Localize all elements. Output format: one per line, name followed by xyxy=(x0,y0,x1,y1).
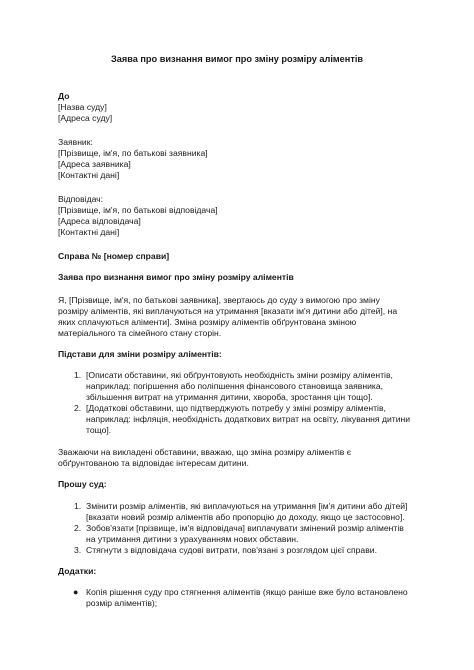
list-marker: 1. xyxy=(74,501,82,511)
respondent-label: Відповідач: xyxy=(58,194,104,204)
list-item-line: Стягнути з відповідача судові витрати, пов'язані з розглядом цієї справи. xyxy=(86,545,377,555)
document-subtitle: Заява про визнання вимог про зміну розміру аліментів xyxy=(58,272,294,282)
list-marker: 2. xyxy=(74,403,82,413)
list-item-line: Зобов'язати [прізвище, ім'я відповідача] виплачувати змінений розмір аліментів xyxy=(86,523,404,533)
list-item-line: Копія рішення суду про стягнення аліментів (якщо раніше вже було встановлено xyxy=(86,587,408,597)
list-item xyxy=(58,545,416,556)
bullet-icon: ● xyxy=(73,587,79,597)
intro-paragraph xyxy=(58,295,416,339)
court-name: [Назва суду] xyxy=(58,102,107,112)
conclusion-line: Зважаючи на викладені обставини, вважаю, що зміна розміру аліментів є xyxy=(58,447,352,457)
intro-line: яких сплачуються аліменти]. Зміна розміру аліментів обґрунтована зміною xyxy=(58,317,357,327)
intro-line: матеріального та сімейного стану сторін. xyxy=(58,328,222,338)
grounds-heading: Підстави для зміни розміру аліментів: xyxy=(58,349,222,359)
respondent-name: [Прізвище, ім'я, по батькові відповідача] xyxy=(58,205,218,215)
claimant-address: [Адреса заявника] xyxy=(58,159,131,169)
list-item xyxy=(58,501,416,523)
document-title: Заява про визнання вимог про зміну розміру аліментів xyxy=(110,54,364,64)
list-item-line: тощо]. xyxy=(86,425,112,435)
list-item xyxy=(58,587,416,609)
list-item-line: на утримання дитини з урахуванням нових обставин. xyxy=(86,534,299,544)
list-marker: 3. xyxy=(74,545,82,555)
list-marker: 1. xyxy=(74,370,82,380)
grounds-list xyxy=(58,370,416,436)
respondent-address: [Адреса відповідача] xyxy=(58,216,141,226)
list-marker: 2. xyxy=(74,523,82,533)
list-item-line: збільшення витрат на утримання дитини, хвороба, зростання цін тощо]. xyxy=(86,392,373,402)
recipient-label: До xyxy=(58,91,70,101)
list-item-line: [вказати новий розмір аліментів або пропорцію до доходу, якщо це застосовно]. xyxy=(86,512,405,522)
list-item xyxy=(58,370,416,403)
claimant-name: [Прізвище, ім'я, по батькові заявника] xyxy=(58,148,208,158)
list-item-line: Змінити розмір аліментів, які виплачуються на утримання [ім'я дитини або дітей] xyxy=(86,501,408,511)
list-item xyxy=(58,523,416,545)
list-item-line: [Додаткові обставини, що підтверджують потребу у зміні розміру аліментів, xyxy=(86,403,386,413)
list-item-line: [Описати обставини, які обґрунтовують необхідність зміни розміру аліментів, xyxy=(86,370,393,380)
intro-line: розміру аліментів, які виплачуються на утримання [вказати ім'я дитини або дітей], на xyxy=(58,306,398,316)
claimant-label: Заявник: xyxy=(58,137,93,147)
claimant-contacts: [Контактні дані] xyxy=(58,170,120,180)
requests-list xyxy=(58,501,416,556)
list-item xyxy=(58,403,416,436)
list-item-line: наприклад: погіршення або поліпшення фінансового становища заявника, xyxy=(86,381,383,391)
recipient-block xyxy=(58,91,416,124)
court-address: [Адреса суду] xyxy=(58,113,113,123)
intro-line: Я, [Прізвище, ім'я, по батькові заявника], звертаюсь до суду з вимогою про зміну xyxy=(58,295,380,305)
requests-heading: Прошу суд: xyxy=(58,479,107,489)
conclusion-line: обґрунтованою та відповідає інтересам дитини. xyxy=(58,458,249,468)
conclusion-paragraph xyxy=(58,447,416,469)
claimant-block xyxy=(58,137,416,181)
attachments-list xyxy=(58,587,416,609)
case-number: Справа № [номер справи] xyxy=(58,251,170,261)
respondent-block xyxy=(58,194,416,238)
respondent-contacts: [Контактні дані] xyxy=(58,227,120,237)
list-item-line: наприклад: інфляція, необхідність додаткових витрат на освіту, лікування дитини xyxy=(86,414,411,424)
attachments-heading: Додатки: xyxy=(58,566,97,576)
list-item-line: розмір аліментів); xyxy=(86,598,158,608)
